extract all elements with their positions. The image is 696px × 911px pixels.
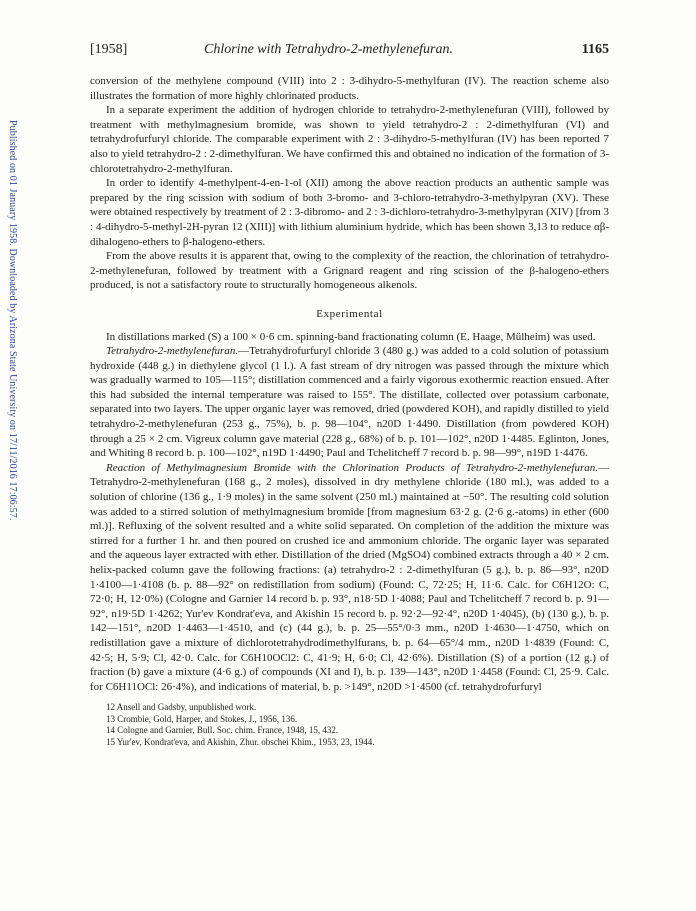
footnote: 12 Ansell and Gadsby, unpublished work.	[106, 702, 257, 713]
paragraph: In a separate experiment the addition of hydrogen chloride to tetrahydro-2-methylenefuran (VIII), followed by treatment with methylmagnesium bromide, was shown to yield tetrahydro-2 : 2-dimethylfuran (VI) and tetrahydrofurfuryl chloride. The comparable experiment with 2 : 3-dihydro-5-methylfuran (IV) has been reported 7 also to yield tetrahydro-2 : 2-dimethylfuran. We have confirmed this and obtained no indication of the formation of 3-chlorotetrahydro-2-methylfuran.	[90, 104, 609, 175]
subsection-title: Tetrahydro-2-methylenefuran.	[106, 345, 239, 358]
section-heading: Experimental	[316, 307, 383, 320]
footnote: 15 Yur'ev, Kondrat'eva, and Akishin, Zhur. obschei Khim., 1953, 23, 1944.	[106, 736, 375, 747]
download-note: Published on 01 January 1958. Downloaded by Arizona State University on 17/11/2016 17:06:57.	[7, 120, 18, 521]
footnote: 13 Crombie, Gold, Harper, and Stokes, J., 1956, 136.	[106, 713, 298, 724]
journal-page	[90, 42, 609, 748]
paragraph-text: —Tetrahydro-2-methylenefuran (168 g., 2 moles), dissolved in dry methylene chloride (180 ml.), was added to a solution of chlorine (136 g., 1·9 moles) in the same solvent (250 ml.) maintained at −50°. The resulting cold solution was added to a stirred solution of methylmagnesium bromide [from magnesium 63·2 g. (2·6 g.-atoms) in ether (600 ml.)]. Refluxing of the solvent resulted and a white solid separated. On completion of the addition the mixture was stirred for a further 1 hr. and then poured on crushed ice and ammonium chloride. The organic layer was separated and the aqueous layer extracted with ether. Distillation of the dried (MgSO4) combined extracts through a 40 × 2 cm. helix-packed column gave the following fractions: (a) tetrahydro-2 : 2-dimethylfuran (5 g.), b. p. 86—93°, n20D 1·4100—1·4108 (b. p. 88—92° on redistillation from sodium) (Found: C, 72·25; H, 11·6. Calc. for C6H12O: C, 72·0; H, 12·0%) (Cologne and Garnier 14 record b. p. 93°, n18·5D 1·4088; Paul and Tchelitcheff 7 record b. p. 91—92°, n19·5D 1·4262; Yur'ev Kondrat'eva, and Akishin 15 record b. p. 92·2—92·4°, n20D 1·4045), (b) (130 g.), b. p. 142—151°, n20D 1·4463—1·4510, and (c) (44 g.), b. p. 25—55°/0·3 mm., n20D 1·4630—1·4750, which on redistillation gave a mixture of dichlorotetrahydrodimethylfurans, b. p. 64—65°/4 mm., n20D 1·4839 (Found: C, 42·5; H, 5·9; Cl, 42·0. Calc. for C6H10OCl2: C, 41·9; H, 6·0; Cl, 42·6%). Distillation (S) of a portion (12 g.) of fraction (b) gave a mixture (4·6 g.) of compounds (XI and I), b. p. 139—143°, n20D 1·4458 (Found: Cl, 25·9. Calc. for C6H11OCl: 26·4%), and indications of material, b. p. >149°, n20D >1·4500 (cf. tetrahydrofurfuryl	[90, 461, 609, 693]
paragraph-text: —Tetrahydrofurfuryl chloride 3 (480 g.) was added to a cold solution of potassium hydroxide (448 g.) in diethylene glycol (1 l.). A fast stream of dry nitrogen was passed through the mixture which was gradually warmed to 105—115°; distillation commenced and a fairly vigorous exothermic reaction ensued. After this had subsided the internal temperature was raised to 155°. The distillate, collected over potassium carbonate, separated into two layers. The upper organic layer was removed, dried (powdered KOH), and rapidly distilled to yield tetrahydro-2-methylenefuran (253 g., 75%), b. p. 98—104°, n20D 1·4490. Distillation (from powdered KOH) through a 25 × 2 cm. Vigreux column gave material (228 g., 68%) of b. p. 101—102°, n20D 1·4485. Eglinton, Jones, and Whiting 8 record b. p. 100—102°, n19D 1·4490; Paul and Tchelitcheff 7 record b. p. 98—99°, n19D 1·4476.	[90, 345, 609, 460]
article-body	[90, 74, 609, 694]
paragraph: In order to identify 4-methylpent-4-en-1-ol (XII) among the above reaction products an authentic sample was prepared by the ring scission with sodium of both 3-bromo- and 3-chloro-tetrahydro-3-methylpyran (XV). These were obtained respectively by treatment of 2 : 3-dibromo- and 2 : 3-dichloro-tetrahydro-3-methylpyran (XIV) [from 3 : 4-dihydro-5-methyl-2H-pyran 12 (XIII)] with lithium aluminium hydride, which has been shown 3,13 to reduce αβ-dihalogeno-ethers to β-halogeno-ethers.	[90, 177, 609, 248]
paragraph: From the above results it is apparent that, owing to the complexity of the reaction, the chlorination of tetrahydro-2-methylenefuran, followed by treatment with a Grignard reagent and ring scission of the β-halogeno-ethers produced, is not a satisfactory route to structurally homogeneous alkenols.	[90, 250, 609, 292]
page-number: 1165	[581, 42, 609, 57]
paragraph: In distillations marked (S) a 100 × 0·6 cm. spinning-band fractionating column (E. Haage, Mülheim) was used.	[106, 330, 596, 343]
header-title: Chlorine with Tetrahydro-2-methylenefuran.	[204, 42, 453, 57]
header-year: [1958]	[90, 42, 128, 57]
paragraph: conversion of the methylene compound (VIII) into 2 : 3-dihydro-5-methylfuran (IV). The reaction scheme also illustrates the formation of more highly chlorinated products.	[90, 75, 609, 102]
footnote: 14 Cologne and Garnier, Bull. Soc. chim. France, 1948, 15, 432.	[106, 725, 339, 736]
download-watermark	[4, 120, 18, 780]
running-header	[90, 42, 609, 64]
paragraph	[90, 344, 609, 461]
subsection-title: Reaction of Methylmagnesium Bromide with the Chlorination Products of Tetrahydro-2-methylenefuran.	[106, 461, 598, 474]
paragraph	[90, 461, 609, 695]
footnotes	[90, 702, 609, 748]
